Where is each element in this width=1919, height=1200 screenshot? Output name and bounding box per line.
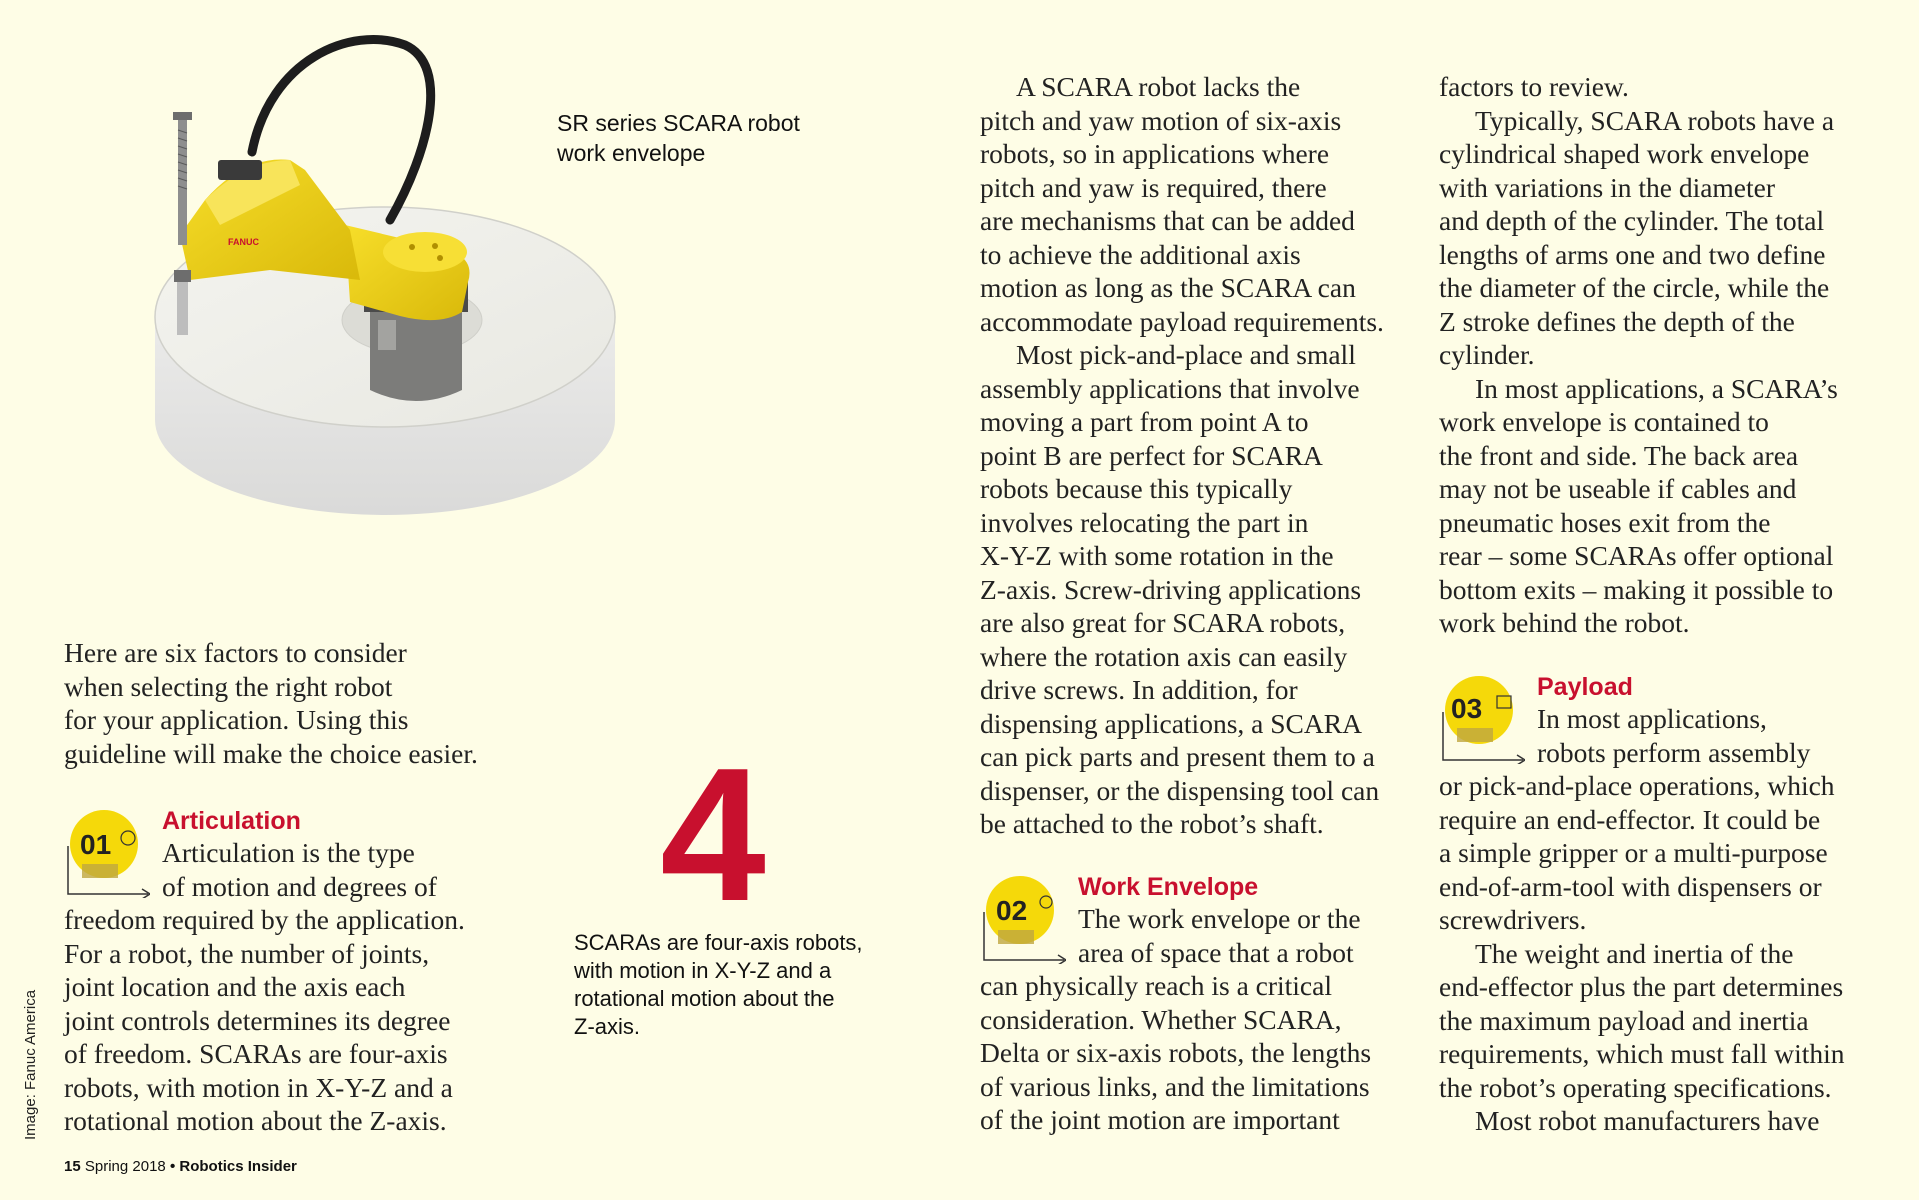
callout-caption-line: with motion in X-Y-Z and a [574,958,832,983]
intro-line: guideline will make the choice easier. [64,737,478,769]
col2-line: where the rotation axis can easily [980,640,1348,672]
callout-caption-line: Z-axis. [574,1014,640,1039]
section-articulation [64,806,494,1138]
section-body-line: consideration. Whether SCARA, [980,1003,1342,1035]
section-body-line: Delta or six-axis robots, the lengths [980,1037,1372,1068]
col3-line: may not be useable if cables and [1439,473,1797,504]
robot-brand-label: FANUC [228,237,259,247]
col2-line: dispenser, or the dispensing tool can [980,774,1380,806]
issue-date: Spring 2018 [84,1158,166,1175]
section-body-line: joint controls determines its degree [64,1004,451,1036]
section-body-line: robots, with motion in X-Y-Z and a [64,1071,453,1103]
col2-line: robots, so in applications where [980,138,1330,169]
col3-line: with variations in the diameter [1439,171,1776,203]
page-footer [64,1158,297,1175]
col2-line: are also great for SCARA robots, [980,607,1346,638]
section-body-line: requirements, which must fall within [1439,1038,1845,1069]
section-lead-line: robots perform assembly [1537,736,1811,768]
col2-line: A SCARA robot lacks the [1016,71,1301,102]
section-body-line: joint location and the axis each [64,971,406,1002]
col2-line: to achieve the additional axis [980,238,1301,270]
col3-line: and depth of the cylinder. The total [1439,205,1825,236]
badge-number: 01 [80,829,112,860]
scara-robot-illustration [150,20,620,610]
section-body-line: of various links, and the limitations [980,1070,1370,1102]
col2-line: are mechanisms that can be added [980,205,1355,236]
col3-line: cylindrical shaped work envelope [1439,138,1810,169]
col2-line: Z-axis. Screw-driving applications [980,573,1362,605]
col2-line: motion as long as the SCARA can [980,272,1356,303]
col3-line: work envelope is contained to [1439,406,1769,437]
col3-line: lengths of arms one and two define [1439,238,1826,270]
section-title: Work Envelope [1078,873,1259,901]
section-title: Payload [1537,673,1633,701]
section-body-line: of freedom. SCARAs are four-axis [64,1038,448,1069]
col3-line: rear – some SCARAs offer optional [1439,540,1834,571]
col3-line: cylinder. [1439,339,1535,370]
section-body-line: end-of-arm-tool with dispensers or [1439,870,1822,902]
col2-line: involves relocating the part in [980,506,1309,538]
intro-paragraph [64,636,504,770]
col2-line: dispensing applications, a SCARA [980,707,1362,739]
badge-02-icon [980,872,1066,964]
col2-line: X-Y-Z with some rotation in the [980,540,1334,571]
section-body-line: freedom required by the application. [64,904,465,935]
col3-line: Typically, SCARA robots have a [1475,104,1835,136]
intro-line: Here are six factors to consider [64,637,407,668]
col2-line: moving a part from point A to [980,406,1309,437]
section-body-line: Most robot manufacturers have [1475,1105,1820,1136]
badge-03-icon [1439,672,1525,764]
col3-line: factors to review. [1439,71,1629,102]
badge-01-icon [64,806,150,898]
section-title: Articulation [162,807,301,835]
col2-line: accommodate payload requirements. [980,305,1384,337]
col3-line: the diameter of the circle, while the [1439,272,1830,303]
section-lead-line: area of space that a robot [1078,936,1354,968]
col2-line: assembly applications that involve [980,372,1360,404]
col2-line: pitch and yaw is required, there [980,171,1327,203]
col2-line: Most pick-and-place and small [1016,339,1356,370]
section-body-line: of the joint motion are important [980,1104,1340,1135]
col2-line: point B are perfect for SCARA [980,439,1323,471]
footer-separator: • [169,1158,176,1175]
image-credit: Image: Fanuc America [22,989,39,1140]
section-body-line: The weight and inertia of the [1475,937,1794,969]
col2-line: drive screws. In addition, for [980,674,1298,705]
callout-caption-line: rotational motion about the [574,986,835,1011]
col3-line: the front and side. The back area [1439,439,1799,471]
section-body-line: the robot’s operating specifications. [1439,1071,1832,1103]
callout-number: 4 [660,729,766,941]
badge-number: 03 [1451,693,1483,724]
intro-line: when selecting the right robot [64,670,393,702]
col2-line: pitch and yaw motion of six-axis [980,104,1342,136]
image-caption [557,108,877,168]
col3-line: bottom exits – making it possible to [1439,573,1834,605]
section-lead-line: of motion and degrees of [162,870,437,902]
section-body-line: rotational motion about the Z-axis. [64,1105,447,1136]
col3-line: Z stroke defines the depth of the [1439,305,1795,337]
section-body-line: require an end-effector. It could be [1439,803,1821,835]
col2-line: be attached to the robot’s shaft. [980,808,1324,839]
publication-name: Robotics Insider [179,1158,297,1175]
section-body-line: screwdrivers. [1439,904,1587,935]
callout-caption-line: SCARAs are four-axis robots, [574,930,863,955]
section-body-line: can physically reach is a critical [980,970,1332,1001]
col3-line: work behind the robot. [1439,607,1690,638]
col2-line: can pick parts and present them to a [980,741,1375,772]
image-caption-line: work envelope [557,140,706,166]
section-payload [1439,672,1859,1138]
section-body-line: or pick-and-place operations, which [1439,770,1835,801]
section-body-line: the maximum payload and inertia [1439,1004,1809,1036]
intro-line: for your application. Using this [64,704,409,735]
col3-line: In most applications, a SCARA’s [1475,372,1838,404]
section-lead-line: The work envelope or the [1078,903,1361,934]
callout-caption [574,929,914,1041]
column-3 [1439,70,1879,640]
badge-number: 02 [996,895,1028,926]
section-lead-line: In most applications, [1537,703,1767,734]
section-body-line: a simple gripper or a multi-purpose [1439,837,1828,868]
page-number: 15 [64,1158,81,1175]
section-lead-line: Articulation is the type [162,837,415,868]
col2-line: robots because this typically [980,473,1293,504]
image-caption-line: SR series SCARA robot [557,110,800,136]
section-work-envelope [980,872,1400,1137]
section-body-line: end-effector plus the part determines [1439,971,1844,1002]
col3-line: pneumatic hoses exit from the [1439,506,1771,538]
column-2 [980,70,1400,841]
section-body-line: For a robot, the number of joints, [64,937,430,969]
